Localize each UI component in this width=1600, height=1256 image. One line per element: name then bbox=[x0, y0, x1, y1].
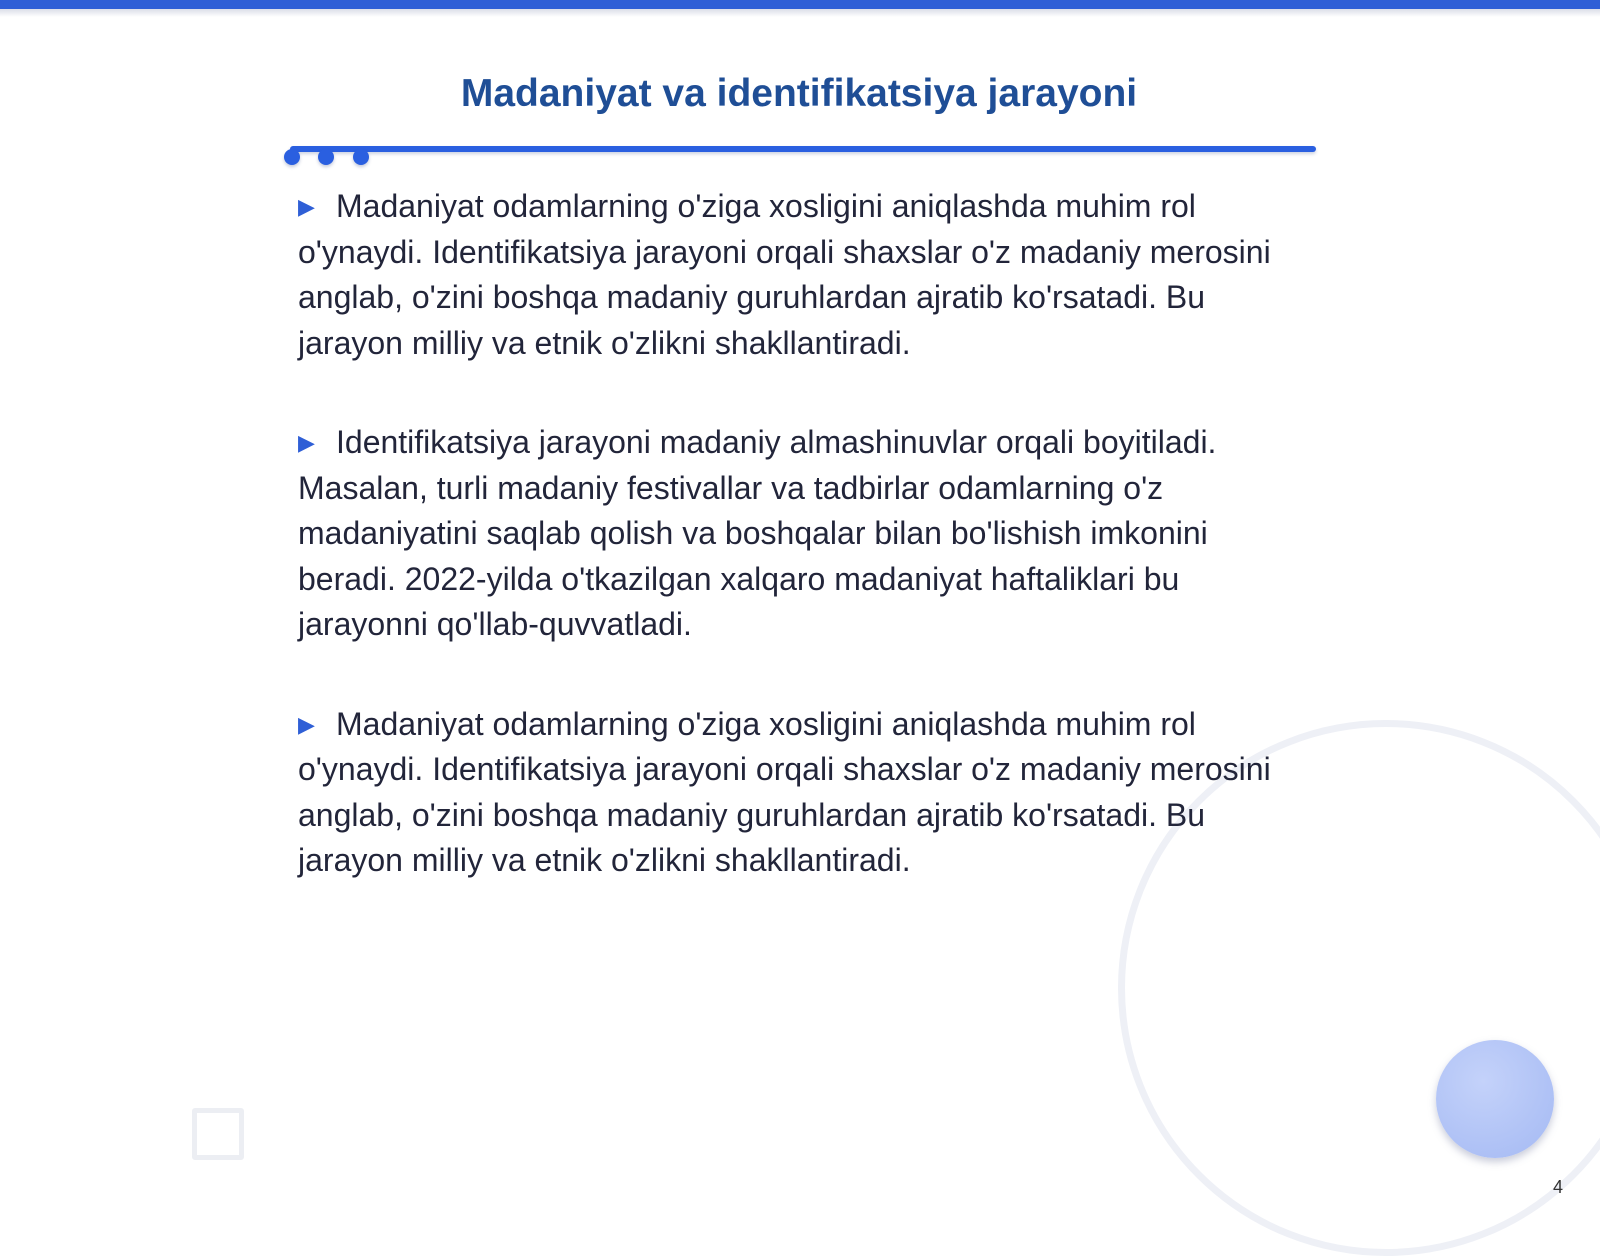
page-number: 4 bbox=[1553, 1177, 1564, 1197]
decorative-ball bbox=[1436, 1040, 1554, 1158]
slide-title: Madaniyat va identifikatsiya jarayoni bbox=[460, 72, 1138, 115]
bullet-list bbox=[298, 184, 1288, 938]
title-underline bbox=[290, 146, 1316, 152]
triangle-bullet-icon: ▶ bbox=[298, 430, 315, 455]
top-bar-shadow bbox=[0, 9, 1600, 17]
bullet-item-1 bbox=[298, 184, 1288, 366]
bullet-text-2: Identifikatsiya jarayoni madaniy almashinuvlar orqali boyitiladi. Masalan, turli madaniy festivallar va tadbirlar odamlarning o'z madaniyatini saqlab qolish va boshqalar bilan bo'lishish imkonini beradi. 2022-yilda o'tkazilgan xalqaro madaniyat haftaliklari bu jarayonni qo'llab-quvvatladi. bbox=[298, 424, 1217, 642]
underline-dot-1 bbox=[284, 149, 300, 165]
underline-dot-3 bbox=[353, 149, 369, 165]
bullet-item-3 bbox=[298, 702, 1288, 884]
bullet-text-1: Madaniyat odamlarning o'ziga xosligini aniqlashda muhim rol o'ynaydi. Identifikatsiya jarayoni orqali shaxslar o'z madaniy merosini anglab, o'zini boshqa madaniy guruhlardan ajratib ko'rsatadi. Bu jarayon milliy va etnik o'zlikni shakllantiradi. bbox=[298, 188, 1271, 361]
triangle-bullet-icon: ▶ bbox=[298, 194, 315, 219]
triangle-bullet-icon: ▶ bbox=[298, 711, 315, 737]
bullet-text-3: Madaniyat odamlarning o'ziga xosligini aniqlashda muhim rol o'ynaydi. Identifikatsiya jarayoni orqali shaxslar o'z madaniy merosini anglab, o'zini boshqa madaniy guruhlardan ajratib ko'rsatadi. Bu jarayon milliy va etnik o'zlikni shakllantiradi. bbox=[298, 705, 1271, 878]
top-accent-bar bbox=[0, 0, 1600, 9]
bullet-item-2 bbox=[298, 420, 1288, 648]
decorative-square bbox=[192, 1108, 244, 1160]
underline-dot-2 bbox=[318, 149, 334, 165]
